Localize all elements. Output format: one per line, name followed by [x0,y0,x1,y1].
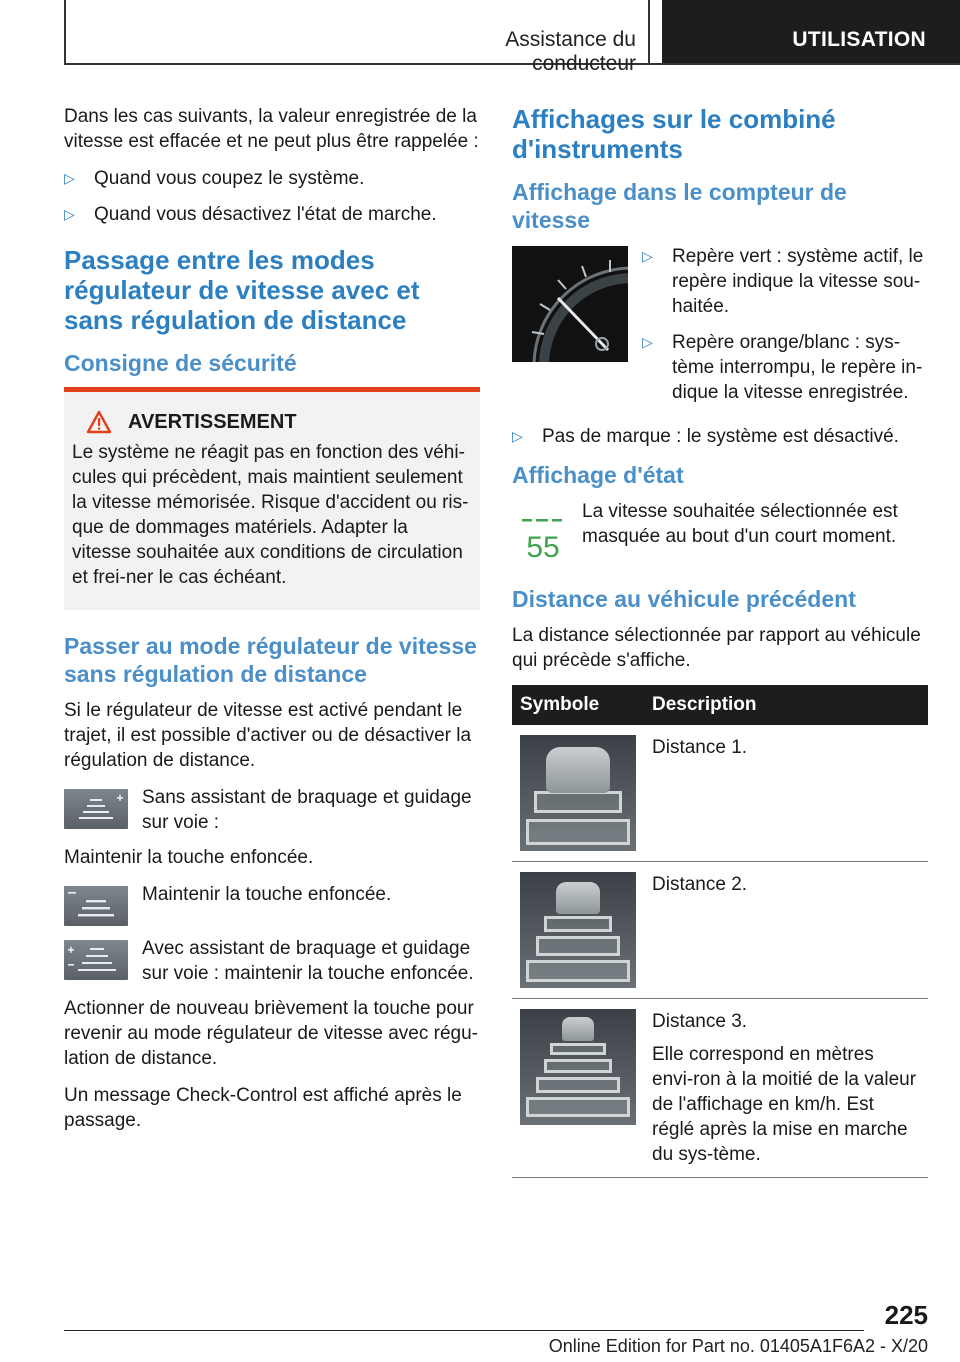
triangle-bullet-icon: ▷ [64,170,75,186]
triangle-bullet-icon: ▷ [64,206,75,222]
status-text: La vitesse souhaitée sélectionnée est masquée au bout d'un court moment. [582,501,898,547]
distance-button-icon [64,886,128,926]
section-heading-switch: Passage entre les modes régulateur de vitesse avec et sans régulation de distance [64,245,420,335]
left-column [64,104,480,1145]
distance-button-plus-minus-icon [64,940,128,980]
distance-table [512,685,928,1178]
triangle-bullet-icon: ▷ [642,248,653,264]
button-1-after: Maintenir la touche enfoncée. [64,847,314,868]
right-column [512,104,928,1178]
table-row [512,862,928,999]
header-divider-left [64,0,66,65]
header-chapter-tab[interactable]: UTILISATION [662,0,960,63]
distance-3-label: Distance 3. [652,1011,748,1032]
list-item: ▷ Repère orange/blanc : sys-tème interrompu, le repère in-dique la vitesse enregistrée. [642,332,923,403]
speedo-block [512,244,928,416]
table-row [512,725,928,862]
distance-2-label: Distance 2. [652,874,748,895]
speedometer-image [512,246,628,362]
list-item: ▷ Pas de marque : le système est désactivé. [512,426,899,447]
distance-3-extra: Elle correspond en mètres envi-ron à la moitié de la valeur de l'affichage en km/h. Est réglé après la mise en marche du sys-tème. [652,1044,917,1165]
triangle-bullet-icon: ▷ [642,334,653,350]
footer-edition: Online Edition for Part no. 01405A1F6A2 - X/20 [548,1336,928,1356]
distance-1-car-icon [520,735,636,851]
intro-paragraph: Dans les cas suivants, la valeur enregistrée de la vitesse est effacée et ne peut plus être rappelée : [64,106,479,152]
table-header-row [512,685,928,725]
outro-paragraph-2: Un message Check-Control est affiché après le passage. [64,1085,462,1131]
distance-2-car-icon [520,872,636,988]
subheading-mode: Passer au mode régulateur de vitesse sans régulation de distance [64,633,477,687]
table-header-description: Description [644,685,928,725]
page-number: 225 [884,1300,928,1330]
header-section-title: Assistance du conducteur [505,28,636,75]
intro-list [64,166,480,227]
svg-text:55: 55 [526,531,560,564]
button-1-text: Sans assistant de braquage et guidage sur voie : [142,787,472,833]
table-header-symbol: Symbole [512,685,644,725]
triangle-bullet-icon: ▷ [512,428,523,444]
list-item: ▷ Quand vous coupez le système. [64,168,365,189]
button-row-3 [64,936,480,986]
button-3-text: Avec assistant de braquage et guidage sur voie : maintenir la touche enfoncée. [142,938,474,984]
warning-box [64,387,480,610]
list-item: ▷ Repère vert : système actif, le repère indique la vitesse sou-haitée. [642,246,924,317]
header-divider-right [648,0,650,65]
subheading-speedo: Affichage dans le compteur de vitesse [512,179,847,233]
status-block [512,499,928,567]
footer-rule [64,1330,864,1331]
distance-paragraph: La distance sélectionnée par rapport au véhicule qui précède s'affiche. [512,625,921,671]
mode-paragraph: Si le régulateur de vitesse est activé pendant le trajet, il est possible d'activer ou de désactiver la régulation de distance. [64,700,472,771]
warning-triangle-icon [86,410,112,434]
distance-1-label: Distance 1. [652,737,748,758]
warning-title: AVERTISSEMENT [86,410,472,434]
distance-button-plus-icon [64,789,128,829]
subheading-safety: Consigne de sécurité [64,350,297,376]
button-2-text: Maintenir la touche enfoncée. [142,884,392,905]
speedo-list [642,244,928,416]
warning-text: Le système ne réagit pas en fonction des véhi-cules qui précèdent, mais maintient seulement la vitesse mémorisée. Risque d'accident ou ris-que de dommages matériels. Adapter la vitesse souhaitée aux conditions de circulation et frei-ner le cas échéant. [72,442,469,588]
subheading-status: Affichage d'état [512,462,684,488]
distance-3-car-icon [520,1009,636,1125]
list-item: ▷ Quand vous désactivez l'état de marche. [64,204,437,225]
button-row-1 [64,785,480,835]
outro-paragraph-1: Actionner de nouveau brièvement la touche pour revenir au mode régulateur de vitesse avec régu-lation de distance. [64,998,479,1069]
speedo-list-2 [512,424,928,449]
speed-limit-status-icon [516,513,570,567]
subheading-distance: Distance au véhicule précédent [512,586,856,612]
section-heading-displays: Affichages sur le combiné d'instruments [512,104,836,164]
table-row [512,999,928,1178]
button-row-2 [64,882,480,926]
